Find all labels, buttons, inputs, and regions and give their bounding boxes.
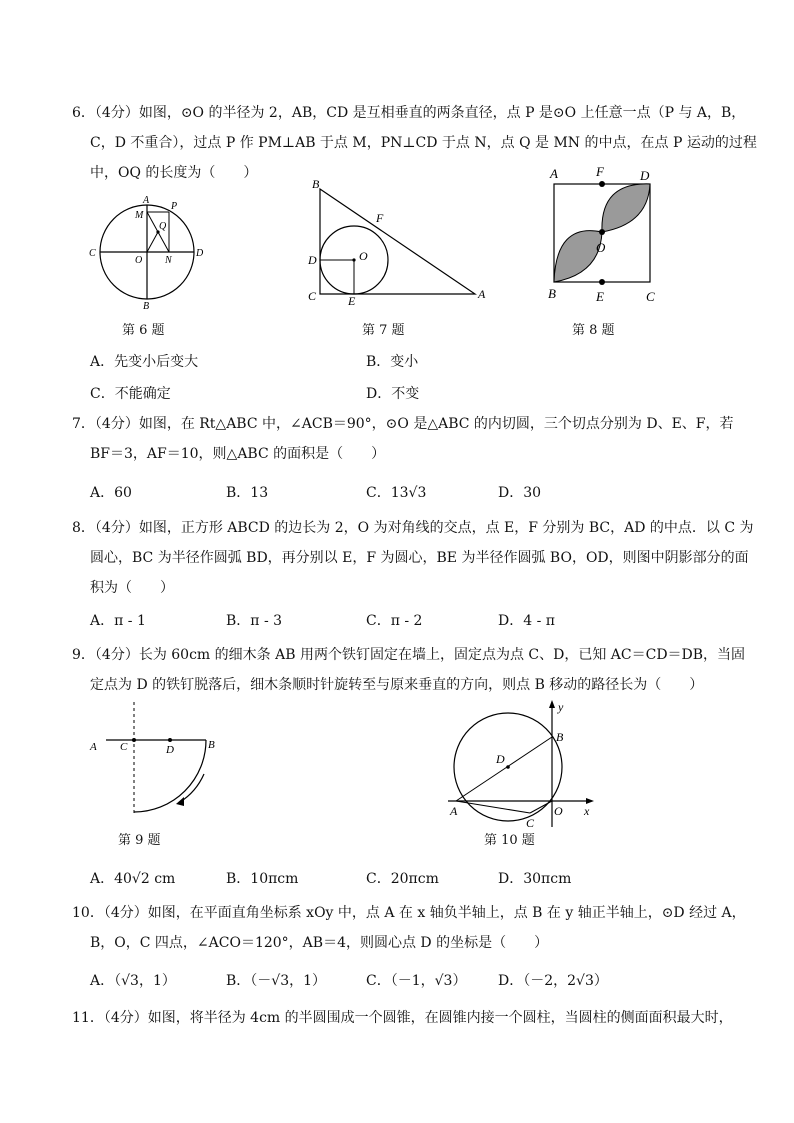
fig9-label-a: A	[90, 741, 97, 753]
fig8-label-b: B	[548, 286, 556, 301]
q9-option-d[interactable]: D．30πcm	[498, 871, 572, 887]
fig9-label-d: D	[166, 744, 174, 756]
fig8-point-o	[599, 229, 605, 235]
fig6-label-b: B	[143, 301, 150, 310]
fig7-point-o	[352, 258, 355, 261]
fig6-label-a: A	[143, 195, 150, 206]
fig10-label-c: C	[526, 816, 535, 830]
q6-option-a[interactable]: A．先变小后变大	[90, 354, 199, 370]
figure-7	[300, 174, 496, 306]
fig8-label-c: C	[646, 289, 655, 304]
fig10-point-d	[506, 765, 510, 769]
fig7-label-d: D	[308, 253, 317, 267]
q10-option-d[interactable]: D．（－2，2√3）	[498, 973, 608, 989]
fig9-point-c	[132, 738, 136, 742]
q7-option-c[interactable]: C．13√3	[366, 485, 427, 501]
q7-option-b[interactable]: B．13	[226, 485, 269, 501]
q8-option-b[interactable]: B．π - 3	[226, 613, 283, 629]
q9-line-2: 定点为 D 的铁钉脱落后，细木条顺时针旋转至与原来垂直的方向，则点 B 移动的路径长为（ ）	[90, 677, 704, 693]
fig7-label-e: E	[348, 294, 356, 306]
q8-line-3: 积为（ ）	[90, 580, 174, 596]
q7-line-1: 7．（4分）如图，在 Rt△ABC 中，∠ACB＝90°，⊙O 是△ABC 的内切圆，三个切点分别为 D、E、F，若	[72, 416, 734, 432]
fig8-caption: 第 8 题	[572, 323, 615, 338]
q10-option-a[interactable]: A．（√3，1）	[90, 973, 176, 989]
fig6-label-c: C	[89, 248, 96, 259]
q7-option-d[interactable]: D．30	[498, 485, 542, 501]
fig10-caption: 第 10 题	[484, 833, 535, 848]
figure-9	[84, 698, 234, 824]
q7-line-2: BF＝3，AF＝10，则△ABC 的面积是（ ）	[90, 446, 386, 462]
fig8-label-o: O	[596, 240, 606, 255]
q6-option-d[interactable]: D．不变	[366, 386, 420, 402]
q10-line-2: B，O，C 四点，∠ACO＝120°，AB＝4，则圆心点 D 的坐标是（ ）	[90, 935, 549, 951]
fig8-label-f: F	[596, 164, 604, 179]
q9-option-c[interactable]: C．20πcm	[366, 871, 439, 887]
fig7-label-a: A	[478, 287, 486, 301]
fig7-label-o: O	[359, 249, 368, 263]
fig7-caption: 第 7 题	[362, 323, 405, 338]
q9-option-a[interactable]: A．40√2 cm	[90, 871, 176, 887]
fig7-label-f: F	[376, 211, 384, 225]
fig10-label-y: y	[558, 700, 564, 714]
fig9-point-d	[168, 738, 172, 742]
fig8-label-d: D	[640, 168, 650, 183]
fig6-label-o: O	[135, 255, 143, 266]
fig10-label-a: A	[450, 804, 458, 818]
q9-line-1: 9．（4分）长为 60cm 的细木条 AB 用两个铁钉固定在墙上，固定点为点 C、D，已知 AC＝CD＝DB，当固	[72, 647, 746, 663]
q8-option-d[interactable]: D．4 - π	[498, 613, 555, 629]
q10-line-1: 10．（4分）如图，在平面直角坐标系 xOy 中，点 A 在 x 轴负半轴上，点 B 在 y 轴正半轴上，⊙D 经过 A，	[72, 905, 746, 921]
fig10-label-x: x	[584, 804, 590, 818]
fig6-label-m: M	[135, 210, 144, 221]
fig6-label-p: P	[171, 201, 178, 212]
q6-line-1: 6．（4分）如图，⊙O 的半径为 2，AB，CD 是互相垂直的两条直径，点 P 是⊙O 上任意一点（P 与 A，B，	[72, 105, 746, 121]
q6-option-b[interactable]: B．变小	[366, 354, 419, 370]
fig10-label-b: B	[556, 730, 564, 744]
q8-line-1: 8．（4分）如图，正方形 ABCD 的边长为 2，O 为对角线的交点，点 E，F 分别为 BC，AD 的中点．以 C 为	[72, 520, 754, 536]
q7-option-a[interactable]: A．60	[90, 485, 132, 501]
fig6-label-n: N	[165, 255, 172, 266]
q9-option-b[interactable]: B．10πcm	[226, 871, 299, 887]
fig8-label-e: E	[596, 289, 604, 304]
fig7-label-b: B	[312, 177, 320, 191]
q8-option-a[interactable]: A．π - 1	[90, 613, 146, 629]
fig6-label-q: Q	[159, 221, 167, 232]
q10-option-b[interactable]: B．（－√3，1）	[226, 973, 327, 989]
fig8-label-a: A	[550, 166, 558, 181]
fig6-caption: 第 6 题	[122, 323, 165, 338]
fig7-label-c: C	[308, 289, 317, 303]
fig8-point-e	[599, 279, 605, 285]
fig9-label-b: B	[208, 739, 215, 751]
fig9-caption: 第 9 题	[118, 833, 161, 848]
q6-line-2: C，D 不重合），过点 P 作 PM⊥AB 于点 M，PN⊥CD 于点 N，点 Q 是 MN 的中点，在点 P 运动的过程	[90, 135, 757, 151]
q8-option-c[interactable]: C．π - 2	[366, 613, 423, 629]
fig6-label-d: D	[196, 248, 204, 259]
q6-line-3: 中，OQ 的长度为（ ）	[90, 165, 258, 181]
figure-6	[85, 190, 215, 310]
fig10-label-o: O	[554, 804, 563, 818]
fig9-label-c: C	[120, 741, 128, 753]
figure-10	[444, 697, 604, 831]
fig8-point-f	[599, 181, 605, 187]
q11-line-1: 11．（4分）如图，将半径为 4cm 的半圆围成一个圆锥，在圆锥内接一个圆柱，当圆柱的侧面面积最大时，	[72, 1010, 733, 1026]
q8-line-2: 圆心，BC 为半径作圆弧 BD，再分别以 E，F 为圆心，BE 为半径作圆弧 BO，OD，则图中阴影部分的面	[90, 550, 749, 566]
figure-8	[540, 162, 670, 310]
q6-option-c[interactable]: C．不能确定	[90, 386, 171, 402]
fig10-label-d: D	[496, 752, 505, 766]
q10-option-c[interactable]: C．（－1，√3）	[366, 973, 467, 989]
